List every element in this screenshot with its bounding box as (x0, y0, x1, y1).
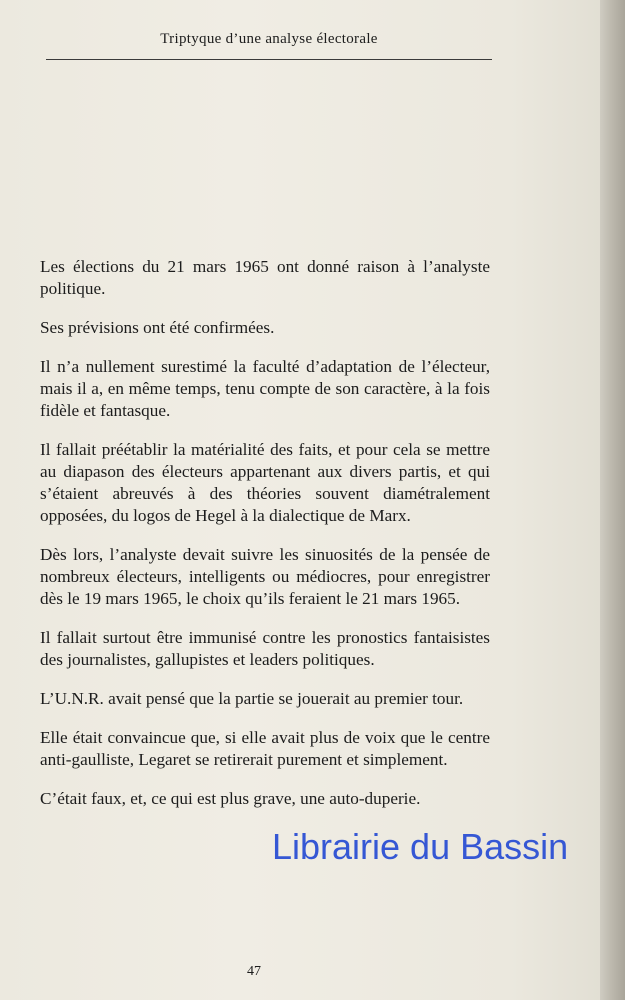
paragraph-4: Il fallait préétablir la matérialité des faits, et pour cela se mettre au diapason des électeurs appartenant aux divers partis, et qui s’étaient abreuvés à des théories souvent diamétralement opposées, du logos de Hegel à la dialectique de Marx. (40, 440, 490, 525)
paragraph-7: L’U.N.R. avait pensé que la partie se jouerait au premier tour. (40, 689, 464, 708)
paragraph-6: Il fallait surtout être immunisé contre les pronostics fantaisistes des journalistes, gallupistes et leaders politiques. (40, 628, 490, 669)
body-text (40, 256, 490, 827)
paragraph-8: Elle était convaincue que, si elle avait plus de voix que le centre anti-gaulliste, Legaret se retirerait purement et simplement. (40, 728, 490, 769)
page-number: 47 (247, 964, 261, 979)
header-rule (46, 59, 492, 60)
running-head: Triptyque d’une analyse électorale (160, 31, 378, 47)
paragraph-1: Les élections du 21 mars 1965 ont donné raison à l’analyste politique. (40, 257, 490, 298)
paragraph-3: Il n’a nullement surestimé la faculté d’adaptation de l’électeur, mais il a, en même temps, tenu compte de son caractère, à la fois fidèle et fantasque. (40, 357, 490, 420)
paragraph-9: C’était faux, et, ce qui est plus grave, une auto-duperie. (40, 789, 421, 808)
page-edge (600, 0, 625, 1000)
paragraph-2: Ses prévisions ont été confirmées. (40, 318, 275, 337)
watermark-text: Librairie du Bassin (272, 826, 569, 867)
paragraph-5: Dès lors, l’analyste devait suivre les sinuosités de la pensée de nombreux électeurs, intelligents ou médiocres, pour enregistrer dès le 19 mars 1965, le choix qu’ils feraient le 21 mars 1965. (40, 545, 490, 608)
